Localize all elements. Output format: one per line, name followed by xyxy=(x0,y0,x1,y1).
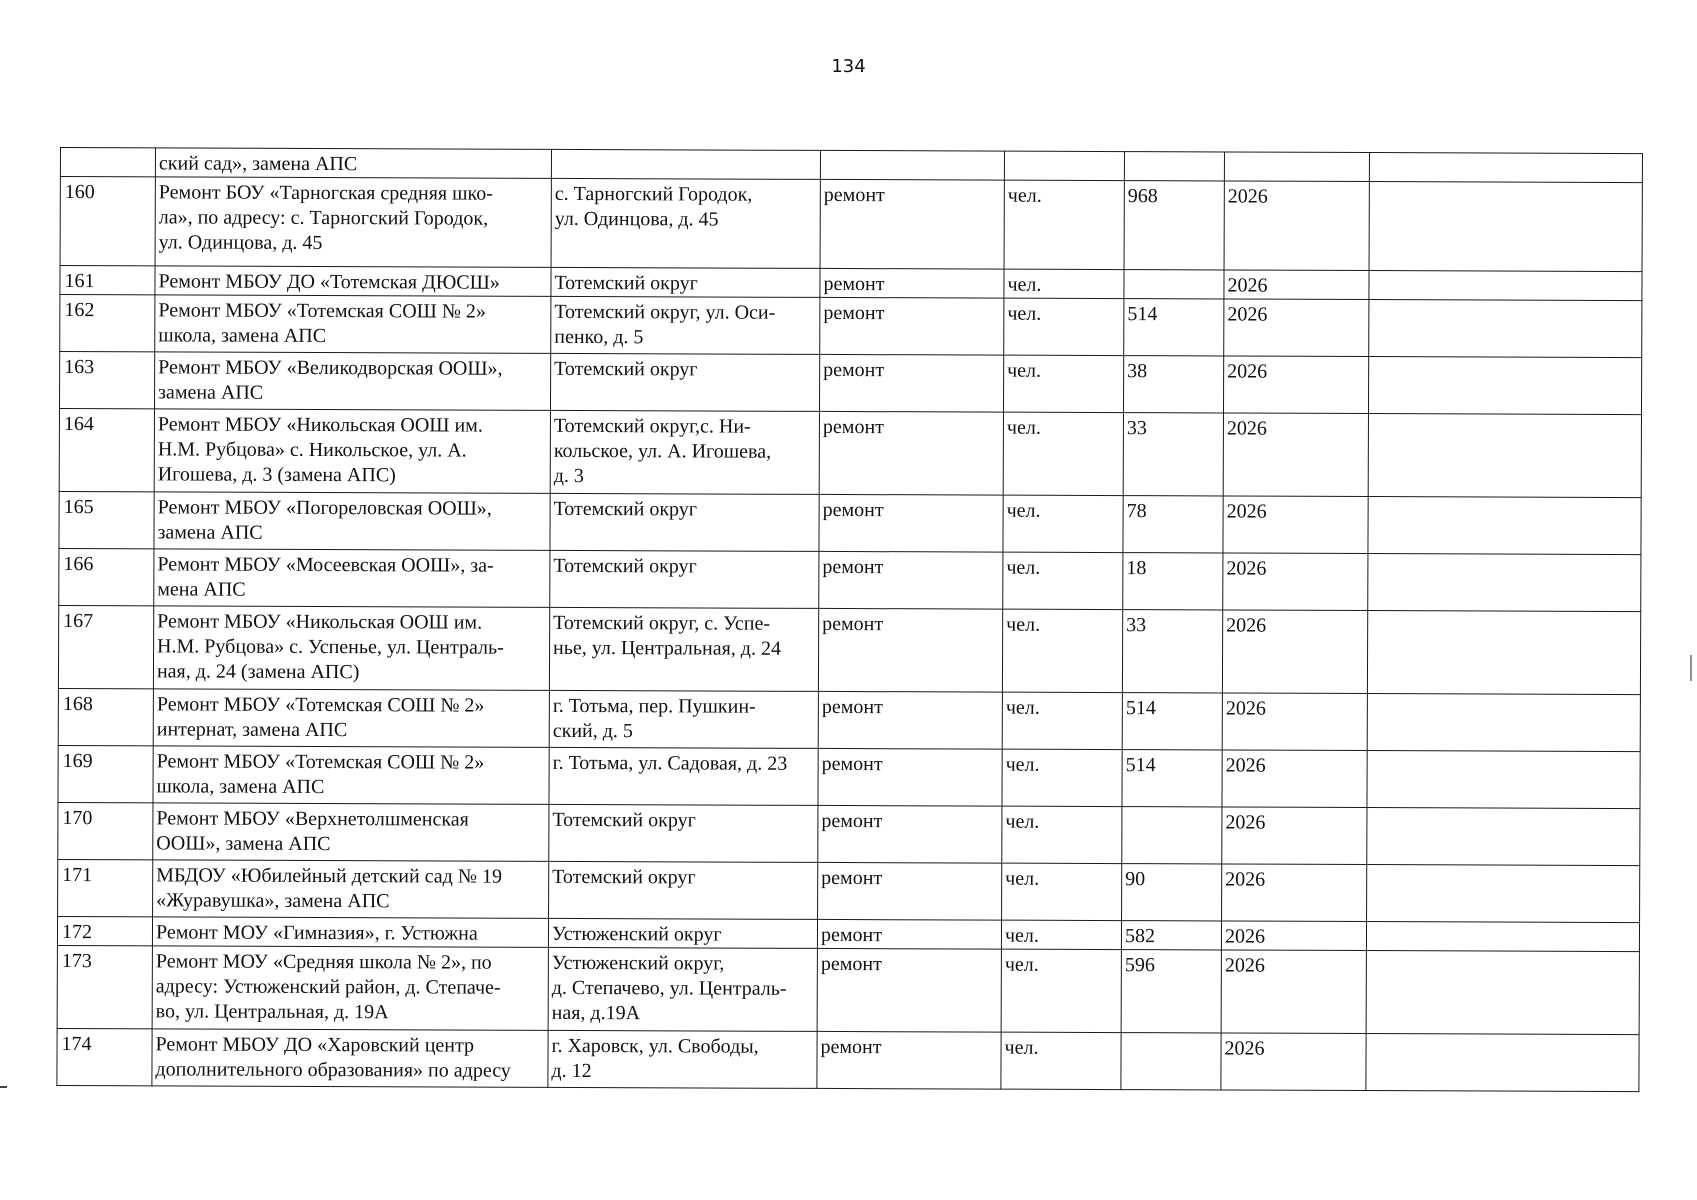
unit-text: чел. xyxy=(1006,556,1041,579)
cell-unit xyxy=(1001,1032,1121,1089)
cell-people-count xyxy=(1122,807,1222,864)
year-text: 2026 xyxy=(1224,954,1265,977)
cell-object-address xyxy=(550,493,819,551)
cell-object-address xyxy=(549,690,818,748)
row-number-text: 163 xyxy=(64,356,95,379)
cell-work-type xyxy=(819,551,1003,609)
cell-object-name xyxy=(152,917,548,948)
work-type-text: ремонт xyxy=(823,272,885,296)
cell-work-type xyxy=(820,179,1004,269)
cell-work-type xyxy=(819,354,1003,412)
cell-extra xyxy=(1367,694,1640,752)
cell-extra xyxy=(1367,808,1640,866)
row-number-text: 172 xyxy=(61,921,93,944)
cell-row-number xyxy=(58,802,153,859)
object-name-text: Ремонт МБОУ ДО «Харовский центр дополнительного образования» по адресу xyxy=(155,1033,511,1082)
object-address-text: Устюженский округ, д. Степачево, ул. Централь- ная, д.19А xyxy=(551,951,787,1025)
table-row xyxy=(60,177,1642,272)
row-number-text: 169 xyxy=(62,750,93,773)
unit-text: чел. xyxy=(1005,753,1040,776)
table-row xyxy=(59,409,1641,498)
unit-text: чел. xyxy=(1007,184,1042,207)
cell-extra xyxy=(1369,153,1642,183)
object-name-text: Ремонт МБОУ «Верхнетолшменская ООШ», замена АПС xyxy=(156,807,469,856)
page-number: 134 xyxy=(831,56,866,77)
work-type-text: ремонт xyxy=(820,1035,882,1059)
cell-year xyxy=(1223,553,1368,611)
cell-row-number xyxy=(57,1028,152,1085)
people-count-text: 582 xyxy=(1124,925,1156,948)
row-number-text: 166 xyxy=(63,553,94,576)
cell-object-name xyxy=(153,689,549,748)
people-count-text: 78 xyxy=(1126,500,1147,523)
table-row xyxy=(58,605,1640,694)
row-number-text: 174 xyxy=(61,1033,92,1056)
object-address-text: Тотемский округ,с. Ни- кольское, ул. А. Игошева, д. 3 xyxy=(553,414,772,488)
cell-people-count xyxy=(1122,610,1222,693)
cell-unit xyxy=(1002,806,1122,863)
cell-extra xyxy=(1369,182,1642,272)
cell-object-address xyxy=(548,947,817,1031)
cell-year xyxy=(1223,413,1368,497)
unit-text: чел. xyxy=(1004,1036,1039,1059)
cell-extra xyxy=(1368,554,1641,612)
people-count-text: 38 xyxy=(1127,360,1148,383)
year-text: 2026 xyxy=(1226,557,1267,580)
cell-object-name xyxy=(152,1029,548,1088)
cell-year xyxy=(1221,950,1366,1034)
cell-object-name xyxy=(155,177,551,268)
cell-work-type xyxy=(820,268,1004,298)
cell-work-type xyxy=(819,411,1003,495)
cell-row-number xyxy=(58,859,153,916)
cell-year xyxy=(1222,750,1367,808)
work-type-text: ремонт xyxy=(822,498,884,522)
cell-row-number xyxy=(57,916,152,945)
table-row xyxy=(58,859,1640,922)
cell-people-count xyxy=(1122,693,1222,750)
year-text: 2026 xyxy=(1227,303,1268,326)
object-address-text: Тотемский округ, с. Успе- нье, ул. Центральная, д. 24 xyxy=(553,611,782,660)
object-address-text: Тотемский округ xyxy=(553,497,698,521)
cell-work-type xyxy=(818,805,1002,863)
people-count-text: 514 xyxy=(1127,303,1158,326)
people-count-text: 18 xyxy=(1126,557,1147,580)
work-type-text: ремонт xyxy=(822,555,884,579)
cell-object-name xyxy=(153,746,549,805)
row-number-text: 162 xyxy=(64,299,95,322)
cell-work-type xyxy=(818,608,1002,692)
cell-object-name xyxy=(155,295,551,354)
object-name-text: МБДОУ «Юбилейный детский сад № 19 «Журавушка», замена АПС xyxy=(156,864,503,913)
unit-text: чел. xyxy=(1006,613,1041,636)
cell-people-count xyxy=(1121,921,1221,950)
row-number-text: 167 xyxy=(63,610,94,633)
people-count-text: 596 xyxy=(1124,954,1155,977)
cell-object-address xyxy=(551,149,820,179)
work-type-text: ремонт xyxy=(821,809,883,833)
cell-people-count xyxy=(1123,356,1223,413)
cell-row-number xyxy=(60,295,155,352)
unit-text: чел. xyxy=(1005,696,1040,719)
cell-object-address xyxy=(548,1030,817,1088)
table-row xyxy=(57,945,1639,1034)
row-number-text: 170 xyxy=(62,807,93,830)
people-count-text: 514 xyxy=(1125,697,1156,720)
cell-row-number xyxy=(60,177,155,266)
cell-extra xyxy=(1366,951,1639,1035)
cell-unit xyxy=(1001,949,1121,1032)
cell-people-count xyxy=(1123,553,1223,610)
cell-people-count xyxy=(1123,496,1223,553)
cell-object-name xyxy=(154,352,550,411)
cell-object-address xyxy=(551,296,820,354)
unit-text: чел. xyxy=(1007,359,1042,382)
object-address-text: Тотемский округ xyxy=(553,554,697,578)
unit-text: чел. xyxy=(1006,416,1041,439)
object-name-text: Ремонт МБОУ «Тотемская СОШ № 2» школа, замена АПС xyxy=(156,750,485,799)
object-name-text: Ремонт МБОУ «Тотемская СОШ № 2» интернат, замена АПС xyxy=(156,693,485,742)
people-count-text: 968 xyxy=(1127,185,1158,208)
cell-unit xyxy=(1002,609,1122,692)
table-row xyxy=(57,1028,1639,1091)
work-type-text: ремонт xyxy=(820,923,883,947)
work-type-text: ремонт xyxy=(822,415,884,439)
cell-unit xyxy=(1001,920,1121,949)
margin-mark-right xyxy=(1690,655,1692,681)
object-address-text: г. Харовск, ул. Свободы, д. 12 xyxy=(551,1034,759,1083)
cell-row-number xyxy=(59,352,154,409)
work-type-text: ремонт xyxy=(823,301,885,325)
year-text: 2026 xyxy=(1225,868,1266,891)
cell-year xyxy=(1221,1033,1366,1091)
cell-work-type xyxy=(820,297,1004,355)
cell-people-count xyxy=(1124,152,1224,181)
cell-extra xyxy=(1367,611,1640,695)
cell-year xyxy=(1223,356,1368,414)
object-address-text: Тотемский округ, ул. Оси- пенко, д. 5 xyxy=(554,300,776,349)
table-row xyxy=(59,352,1641,415)
cell-object-name xyxy=(153,606,549,691)
cell-object-address xyxy=(550,353,819,411)
year-text: 2026 xyxy=(1226,417,1267,440)
cell-object-address xyxy=(549,747,818,805)
cell-extra xyxy=(1367,865,1640,923)
cell-object-address xyxy=(549,861,818,919)
row-number-text: 164 xyxy=(63,413,94,436)
cell-row-number xyxy=(58,745,153,802)
cell-extra xyxy=(1368,357,1641,415)
row-number-text: 171 xyxy=(62,864,93,887)
cell-year xyxy=(1222,610,1367,694)
row-number-text: 160 xyxy=(64,181,95,204)
object-name-text: Ремонт МОУ «Гимназия», г. Устюжна xyxy=(155,921,478,945)
object-address-text: с. Тарногский Городок, ул. Одинцова, д. 45 xyxy=(554,182,753,231)
margin-mark-left xyxy=(0,1086,7,1088)
work-type-text: ремонт xyxy=(821,752,883,776)
works-table xyxy=(56,147,1643,1092)
cell-unit xyxy=(1004,298,1124,355)
object-name-text: Ремонт МОУ «Средняя школа № 2», по адресу: Устюженский район, д. Степаче- во, ул. Центральная, д. 19А xyxy=(155,950,501,1024)
unit-text: чел. xyxy=(1004,924,1039,947)
cell-extra xyxy=(1368,497,1641,555)
year-text: 2026 xyxy=(1225,754,1266,777)
object-address-text: Тотемский округ xyxy=(554,357,698,381)
cell-object-address xyxy=(550,550,819,608)
year-text: 2026 xyxy=(1226,500,1267,523)
year-text: 2026 xyxy=(1227,185,1268,208)
table-body xyxy=(57,148,1643,1092)
cell-object-address xyxy=(549,607,818,691)
cell-row-number xyxy=(58,688,153,745)
cell-row-number xyxy=(60,148,155,177)
year-text: 2026 xyxy=(1227,360,1268,383)
people-count-text: 514 xyxy=(1125,754,1156,777)
object-name-text: Ремонт МБОУ ДО «Тотемская ДЮСШ» xyxy=(158,270,500,294)
object-name-text: Ремонт МБОУ «Никольская ООШ им. Н.М. Рубцова» с. Никольское, ул. А. Игошева, д. 3 (замена АПС) xyxy=(157,413,483,487)
cell-year xyxy=(1222,807,1367,865)
cell-unit xyxy=(1003,552,1123,609)
cell-work-type xyxy=(818,748,1002,806)
table-row xyxy=(58,745,1640,808)
cell-unit xyxy=(1002,692,1122,749)
object-name-text: Ремонт МБОУ «Погореловская ООШ», замена АПС xyxy=(157,496,492,544)
cell-year xyxy=(1224,299,1369,357)
people-count-text: 33 xyxy=(1126,417,1147,440)
cell-extra xyxy=(1366,1034,1639,1092)
cell-year xyxy=(1224,181,1369,271)
object-address-text: г. Тотьма, пер. Пушкин- ский, д. 5 xyxy=(552,694,756,743)
object-address-text: Тотемский округ xyxy=(554,271,698,295)
cell-work-type xyxy=(817,919,1001,949)
cell-people-count xyxy=(1121,1033,1221,1090)
cell-object-address xyxy=(550,410,819,494)
work-type-text: ремонт xyxy=(820,952,882,976)
cell-row-number xyxy=(58,605,153,688)
object-name-text: ский сад», замена АПС xyxy=(158,152,358,176)
cell-unit xyxy=(1004,269,1124,298)
cell-work-type xyxy=(817,948,1001,1032)
unit-text: чел. xyxy=(1007,302,1042,325)
cell-row-number xyxy=(59,548,154,605)
cell-unit xyxy=(1002,863,1122,920)
cell-unit xyxy=(1002,749,1122,806)
year-text: 2026 xyxy=(1224,1037,1265,1060)
work-type-text: ремонт xyxy=(823,358,885,382)
unit-text: чел. xyxy=(1005,867,1040,890)
row-number-text: 165 xyxy=(63,496,94,519)
object-name-text: Ремонт БОУ «Тарногская средняя шко- ла», по адресу: с. Тарногский Городок, ул. Одинцова, д. 45 xyxy=(158,181,493,255)
cell-extra xyxy=(1367,751,1640,809)
object-name-text: Ремонт МБОУ «Тотемская СОШ № 2» школа, замена АПС xyxy=(158,299,486,348)
cell-unit xyxy=(1004,151,1124,180)
year-text: 2026 xyxy=(1225,811,1266,834)
object-name-text: Ремонт МБОУ «Никольская ООШ им. Н.М. Рубцова» с. Успенье, ул. Централь- ная, д. 24 (замена АПС) xyxy=(156,610,504,684)
row-number-text: 161 xyxy=(64,270,95,293)
cell-work-type xyxy=(817,1031,1001,1089)
cell-year xyxy=(1222,864,1367,922)
cell-row-number xyxy=(59,409,154,492)
cell-row-number xyxy=(60,266,155,295)
cell-row-number xyxy=(59,491,154,548)
cell-people-count xyxy=(1122,750,1222,807)
cell-unit xyxy=(1004,180,1124,269)
cell-people-count xyxy=(1121,950,1221,1033)
table-row xyxy=(59,548,1641,611)
people-count-text: 90 xyxy=(1125,868,1146,891)
cell-object-name xyxy=(152,946,548,1031)
cell-people-count xyxy=(1124,181,1224,270)
year-text: 2026 xyxy=(1226,614,1267,637)
object-address-text: Тотемский округ xyxy=(552,808,696,832)
unit-text: чел. xyxy=(1004,953,1039,976)
cell-work-type xyxy=(818,691,1002,749)
cell-people-count xyxy=(1122,864,1222,921)
cell-unit xyxy=(1003,495,1123,552)
cell-extra xyxy=(1369,271,1642,301)
cell-object-address xyxy=(551,178,820,268)
work-type-text: ремонт xyxy=(821,866,883,890)
row-number-text: 173 xyxy=(61,950,92,973)
year-text: 2026 xyxy=(1225,697,1266,720)
object-address-text: г. Тотьма, ул. Садовая, д. 23 xyxy=(552,751,788,775)
cell-object-name xyxy=(154,492,550,551)
cell-unit xyxy=(1003,412,1123,495)
cell-unit xyxy=(1003,355,1123,412)
work-type-text: ремонт xyxy=(821,695,883,719)
unit-text: чел. xyxy=(1006,499,1041,522)
work-type-text: ремонт xyxy=(823,183,885,207)
object-address-text: Тотемский округ xyxy=(552,865,696,889)
cell-extra xyxy=(1366,922,1639,952)
object-name-text: Ремонт МБОУ «Великодворская ООШ», замена АПС xyxy=(158,356,503,404)
object-address-text: Устюженский округ xyxy=(551,922,722,946)
cell-object-name xyxy=(155,148,551,179)
cell-object-name xyxy=(154,549,550,608)
cell-object-address xyxy=(549,804,818,862)
cell-object-address xyxy=(548,918,817,948)
year-text: 2026 xyxy=(1227,274,1268,297)
people-count-text: 33 xyxy=(1126,614,1147,637)
cell-object-name xyxy=(154,409,550,494)
cell-work-type xyxy=(818,862,1002,920)
object-name-text: Ремонт МБОУ «Мосеевская ООШ», за- мена АПС xyxy=(157,553,494,601)
unit-text: чел. xyxy=(1007,273,1042,296)
cell-people-count xyxy=(1124,270,1224,299)
cell-year xyxy=(1223,496,1368,554)
work-type-text: ремонт xyxy=(822,612,884,636)
cell-work-type xyxy=(819,494,1003,552)
cell-extra xyxy=(1369,300,1642,358)
cell-people-count xyxy=(1124,299,1224,356)
unit-text: чел. xyxy=(1005,810,1040,833)
cell-row-number xyxy=(57,945,152,1028)
cell-people-count xyxy=(1123,413,1223,496)
cell-object-address xyxy=(551,267,820,297)
table-row xyxy=(60,295,1642,358)
cell-work-type xyxy=(820,150,1004,180)
cell-object-name xyxy=(153,860,549,919)
table-row xyxy=(59,491,1641,554)
table-row xyxy=(58,688,1640,751)
cell-year xyxy=(1224,152,1369,182)
cell-object-name xyxy=(155,266,551,297)
cell-year xyxy=(1221,921,1366,951)
cell-year xyxy=(1224,270,1369,300)
cell-year xyxy=(1222,693,1367,751)
year-text: 2026 xyxy=(1224,925,1266,948)
table-row xyxy=(58,802,1640,865)
cell-object-name xyxy=(153,803,549,862)
row-number-text: 168 xyxy=(62,693,93,716)
cell-extra xyxy=(1368,414,1641,498)
